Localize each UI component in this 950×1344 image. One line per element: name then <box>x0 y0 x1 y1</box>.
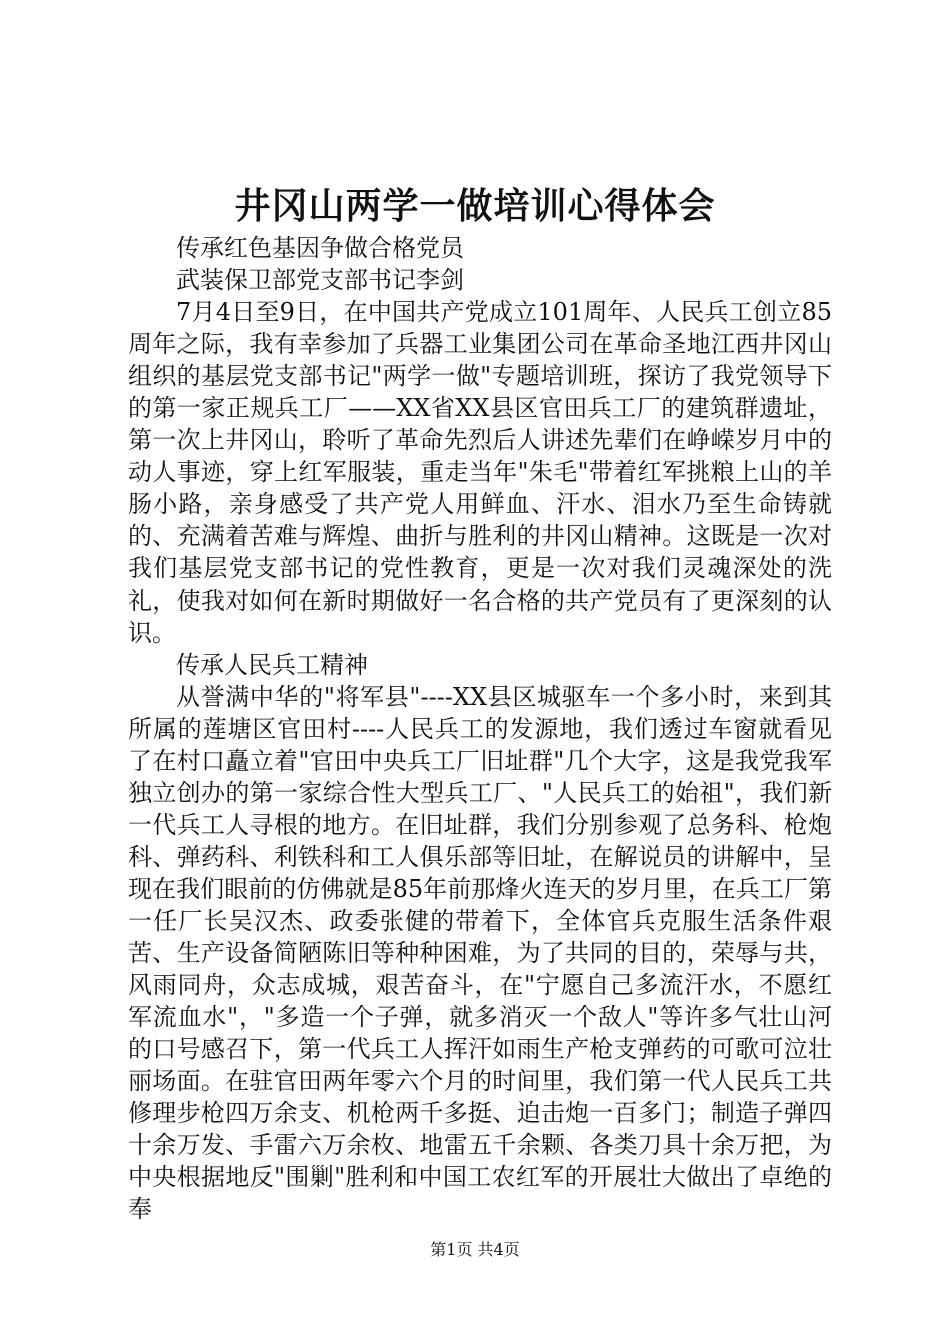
body-paragraph: 从誉满中华的"将军县"----XX县区城驱车一个多小时，来到其所属的莲塘区官田村----人民兵工的发源地，我们透过车窗就看见了在村口矗立着"官田中央兵工厂旧址群"几个大字，这是我党我军独立创办的第一家综合性大型兵工厂、"人民兵工的始祖"，我们新一代兵工人寻根的地方。在旧址群，我们分别参观了总务科、枪炮科、弹药科、利铁科和工人俱乐部等旧址，在解说员的讲解中，呈现在我们眼前的仿佛就是85年前那烽火连天的岁月里，在兵工厂第一任厂长吴汉杰、政委张健的带着下，全体官兵克服生活条件艰苦、生产设备简陋陈旧等种种困难，为了共同的目的，荣辱与共，风雨同舟，众志成城，艰苦奋斗，在"宁愿自己多流汗水，不愿红军流血水"，"多造一个子弹，就多消灭一个敌人"等许多气壮山河的口号感召下，第一代兵工人挥汗如雨生产枪支弹药的可歌可泣壮丽场面。在驻官田两年零六个月的时间里，我们第一代人民兵工共修理步枪四万余支、机枪两千多挺、迫击炮一百多门；制造子弹四十余万发、手雷六万余枚、地雷五千余颗、各类刀具十余万把，为中央根据地反"围剿"胜利和中国工农红军的开展壮大做出了卓绝的奉 <box>128 682 832 1224</box>
document-title: 井冈山两学一做培训心得体会 <box>234 185 716 227</box>
body-paragraph: 7月4日至9日，在中国共产党成立101周年、人民兵工创立85周年之际，我有幸参加了兵器工业集团公司在革命圣地江西井冈山组织的基层党支部书记"两学一做"专题培训班，探访了我党领导下的第一家正规兵工厂——XX省XX县区官田兵工厂的建筑群遗址，第一次上井冈山，聆听了革命先烈后人讲述先辈们在峥嵘岁月中的动人事迹，穿上红军服装，重走当年"朱毛"带着红军挑粮上山的羊肠小路，亲身感受了共产党人用鲜血、汗水、泪水乃至生命铸就的、充满着苦难与辉煌、曲折与胜利的井冈山精神。这既是一次对我们基层党支部书记的党性教育，更是一次对我们灵魂深处的洗礼，使我对如何在新时期做好一名合格的共产党员有了更深刻的认识。 <box>128 298 832 647</box>
author-line: 武装保卫部党支部书记李剑 <box>176 266 464 295</box>
document-body <box>128 232 832 1225</box>
subtitle: 传承红色基因争做合格党员 <box>176 234 464 262</box>
section-heading: 传承人民兵工精神 <box>176 650 368 679</box>
page-number: 第1页 共4页 <box>430 1240 520 1259</box>
